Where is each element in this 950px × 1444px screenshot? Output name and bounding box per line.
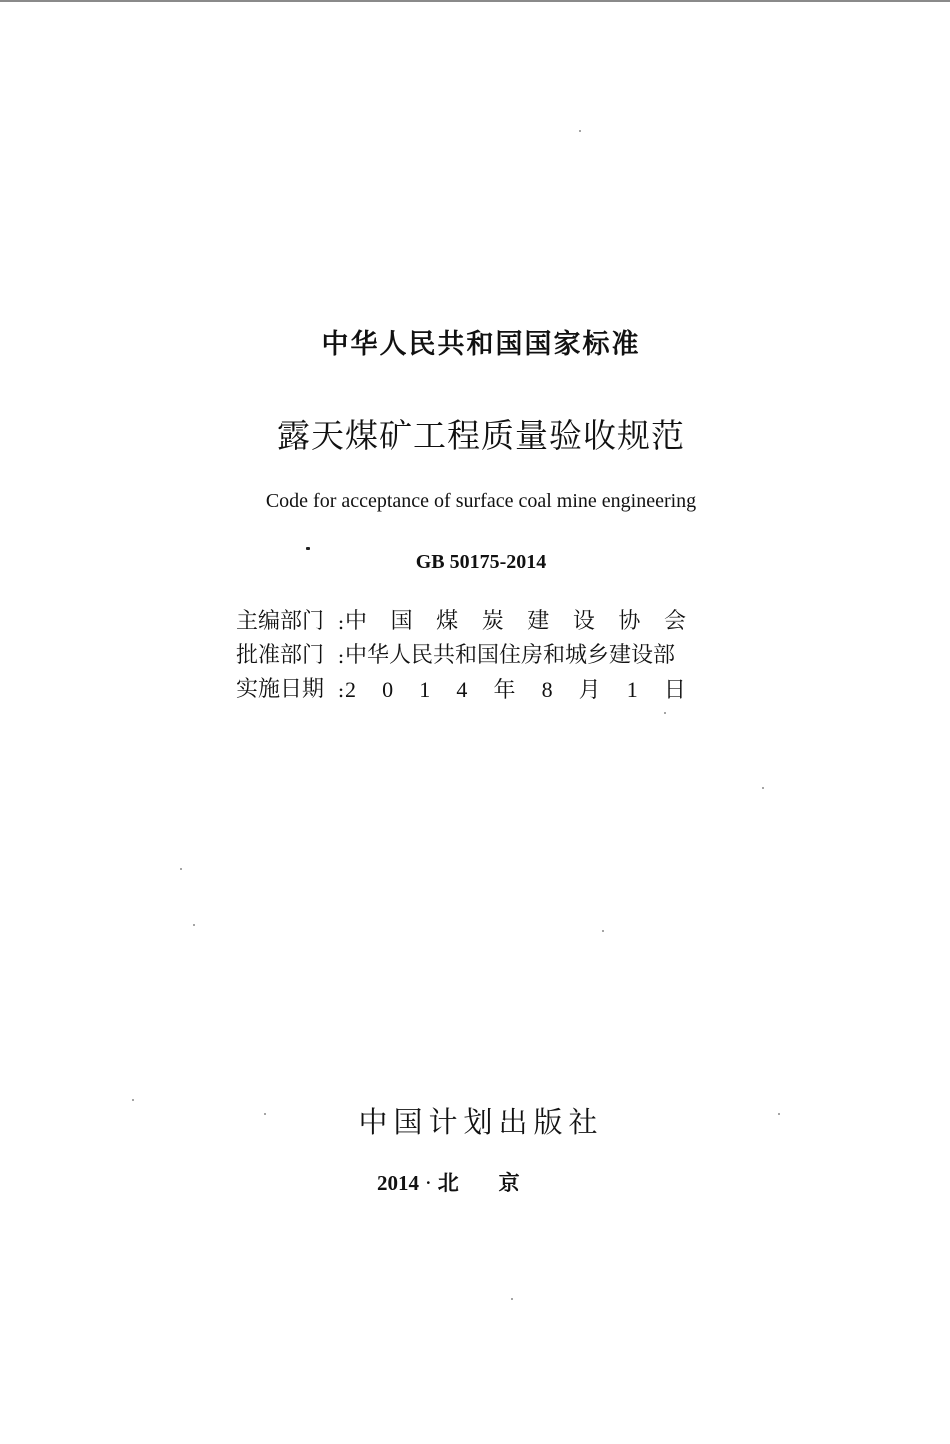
date-char: 8 bbox=[541, 677, 553, 702]
effective-date-value bbox=[345, 676, 686, 710]
publication-year: 2014 bbox=[377, 1171, 419, 1195]
editor-value bbox=[345, 608, 686, 642]
date-char: 2 bbox=[345, 677, 356, 702]
standard-type-heading: 中华人民共和国国家标准 bbox=[321, 329, 641, 360]
publication-metadata bbox=[236, 608, 686, 710]
editor-label: 主编部门 bbox=[236, 609, 325, 634]
scan-speck bbox=[193, 924, 195, 926]
scan-speck bbox=[762, 787, 764, 789]
date-char: 0 bbox=[382, 677, 394, 702]
scan-speck bbox=[132, 1099, 134, 1101]
scan-speck bbox=[579, 130, 581, 132]
effective-date-colon: : bbox=[337, 678, 345, 702]
approver-row bbox=[236, 642, 686, 676]
scan-speck bbox=[264, 1113, 266, 1115]
date-char: 年 bbox=[493, 677, 516, 702]
date-char: 4 bbox=[456, 677, 468, 702]
scan-speck bbox=[306, 547, 310, 550]
scan-speck bbox=[180, 868, 182, 870]
date-char: 日 bbox=[663, 677, 686, 702]
editor-char: 建 bbox=[527, 609, 550, 634]
effective-date-row bbox=[236, 676, 686, 710]
editor-char: 会 bbox=[663, 609, 686, 634]
approver-label: 批准部门 bbox=[236, 643, 325, 668]
scan-speck bbox=[778, 1113, 780, 1115]
editor-colon: : bbox=[337, 610, 345, 634]
editor-char: 国 bbox=[390, 609, 413, 634]
date-char: 1 bbox=[419, 677, 431, 702]
editor-char: 炭 bbox=[481, 609, 504, 634]
scan-speck bbox=[664, 712, 666, 714]
document-title-chinese: 露天煤矿工程质量验收规范 bbox=[277, 416, 685, 455]
effective-date-label: 实施日期 bbox=[236, 677, 325, 702]
publication-city: 北京 bbox=[437, 1171, 560, 1195]
editor-char: 协 bbox=[618, 609, 641, 634]
date-char: 月 bbox=[578, 677, 601, 702]
editor-char: 煤 bbox=[436, 609, 459, 634]
publication-year-city bbox=[377, 1167, 560, 1197]
editor-row bbox=[236, 608, 686, 642]
publication-separator: · bbox=[425, 1171, 432, 1195]
publisher-name: 中国计划出版社 bbox=[358, 1105, 604, 1139]
standard-code: GB 50175-2014 bbox=[415, 551, 547, 573]
approver-colon: : bbox=[337, 644, 345, 668]
scan-speck bbox=[602, 930, 604, 932]
top-border-line bbox=[0, 0, 950, 2]
editor-char: 设 bbox=[572, 609, 595, 634]
date-char: 1 bbox=[626, 677, 638, 702]
approver-value: 中华人民共和国住房和城乡建设部 bbox=[345, 643, 676, 668]
editor-char: 中 bbox=[345, 609, 368, 634]
document-title-english: Code for acceptance of surface coal mine engineering bbox=[265, 490, 697, 512]
scan-speck bbox=[511, 1298, 513, 1300]
